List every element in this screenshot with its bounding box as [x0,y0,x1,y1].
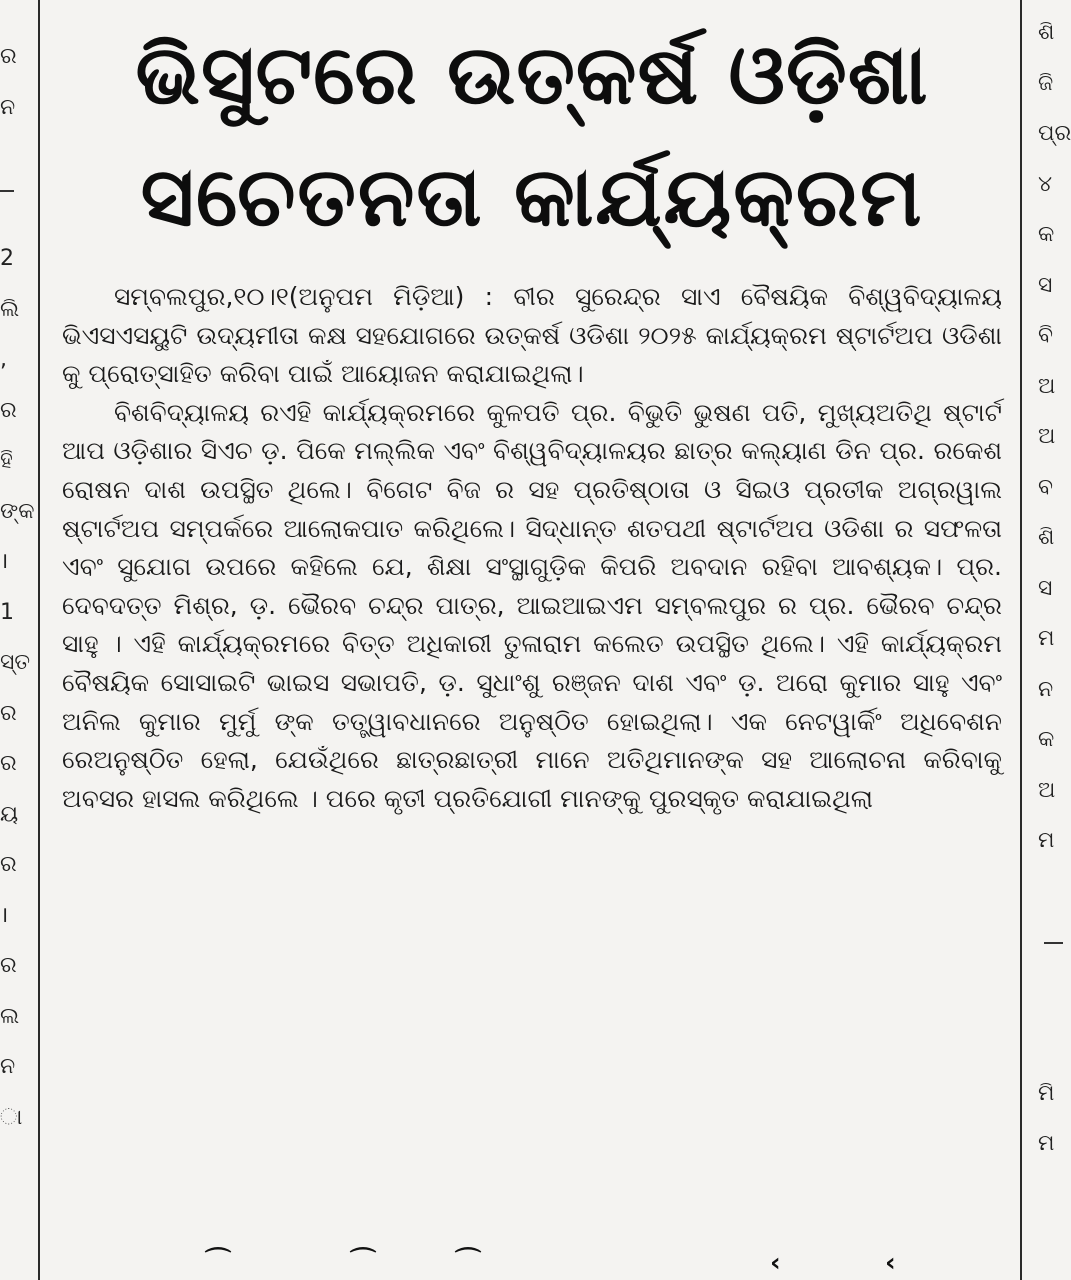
right-column-rule [1044,942,1063,944]
column-fragment-line: 2 [0,246,14,271]
column-fragment-line: ମ [1038,1131,1055,1156]
headline-line-1: ଭିସୁଟରେ ଉତ୍କର୍ଷ ଓଡ଼ିଶା [135,28,929,123]
column-fragment-line: ଙ୍କ [0,498,35,524]
column-fragment-line: ବ [1038,474,1054,500]
column-fragment-line: ନ [1038,676,1054,702]
column-fragment-line [1038,867,1063,918]
column-fragment-line: ୟ [0,801,19,827]
clipped-glyph: ‹ [885,1248,896,1278]
column-fragment-line: ଅ [1038,424,1056,449]
column-fragment-line: ମ [1038,828,1055,853]
column-fragment-line: , [0,347,7,372]
clipped-glyph: ‹ [770,1248,781,1278]
column-fragment-line: ଜି [1038,70,1054,96]
clipped-glyph: ⌒ [205,1247,232,1277]
column-fragment-line: ର [0,397,17,423]
column-fragment-line: ନ [0,94,16,120]
column-fragment-line: ପ୍ର [1038,121,1071,146]
column-fragment-line: ୪ [1038,171,1053,197]
column-fragment-line: ର [0,44,17,69]
clipped-glyph: ⌒ [455,1247,482,1277]
column-fragment-line: । [0,549,9,574]
article-paragraph-1: ସମ୍ବଲପୁର,୧୦।୧(ଅନୁପମ ମିଡ଼ିଆ) : ବୀର ସୁରେନ୍ଦ୍ର ସାଏ ବୈଷୟିକ ବିଶ୍ୱବିଦ୍ୟାଳୟ ଭିଏସଏସୟୁଟି ଉଦ୍ୟମୀତା କକ୍ଷ ସହଯୋଗରେ ଉତ୍କର୍ଷ ଓଡିଶା ୨୦୨୫ କାର୍ଯ୍ୟକ୍ରମ ଷ୍ଟାର୍ଟଅପ ଓଡିଶା କୁ ପ୍ରୋତ୍ସାହିତ କରିବା ପାଇଁ ଆୟୋଜନ କରାଯାଇଥିଲା। [62,282,1002,389]
column-fragment-line: ା [0,1104,23,1130]
right-column-fragment [1038,0,1071,1280]
clipped-glyph: ⌒ [350,1247,377,1277]
column-fragment-line: ର [0,700,17,726]
article-body [62,278,1002,818]
column-fragment-line [0,133,22,184]
column-fragment-line: । [0,902,9,928]
column-fragment-line: ମ [1038,626,1055,651]
column-fragment-line: ର [0,852,17,877]
column-fragment-line: ବି [1038,323,1054,348]
column-fragment-line: 1 [0,599,14,625]
column-fragment-line: ଅ [1038,373,1056,399]
column-fragment-line: ହି [0,448,13,473]
article-headline [62,0,1002,258]
column-fragment-line: ଅ [1038,777,1056,803]
column-fragment-line: ସ୍ତ [0,650,31,675]
headline-line-2: ସଚେତନତା କାର୍ଯ୍ୟକ୍ରମ [140,150,924,245]
left-column-rule [0,190,14,192]
column-fragment-line: ର [0,953,17,978]
article-paragraph-2: ବିଶବିଦ୍ୟାଳୟ ରଏହି କାର୍ଯ୍ୟକ୍ରମରେ କୁଳପତି ପ୍ର. ବିଭୁତି ଭୁଷଣ ପତି, ମୁଖ୍ୟଅତିଥି ଷ୍ଟାର୍ଟ ଆପ ଓଡ଼ିଶାର ସିଏଚ ଡ଼. ପିକେ ମଲ୍ଲିକ ଏବଂ ବିଶ୍ୱବିଦ୍ୟାଳୟର ଛାତ୍ର କଲ୍ୟାଣ ଡିନ ପ୍ର. ରକେଶ ରୋଷନ ଦାଶ ଉପସ୍ଥିତ ଥିଲେ। ବିଗେଟ ବିଜ ର ସହ ପ୍ରତିଷ୍ଠାତା ଓ ସିଇଓ ପ୍ରତୀକ ଅଗ୍ରୱାଲ ଷ୍ଟାର୍ଟଅପ ସମ୍ପର୍କରେ ଆଲୋକପାତ କରିଥିଲେ। ସିଦ୍ଧାନ୍ତ ଶତପଥୀ ଷ୍ଟାର୍ଟଅପ ଓଡିଶା ର ସଫଳତା ଏବଂ ସୁଯୋଗ ଉପରେ କହିଲେ ଯେ, ଶିକ୍ଷା ସଂସ୍ଥାଗୁଡ଼ିକ କିପରି ଅବଦାନ ରହିବା ଆବଶ୍ୟକ। ପ୍ର. ଦେବଦତ୍ତ ମିଶ୍ର, ଡ଼. ଭୈରବ ଚନ୍ଦ୍ର ପାତ୍ର, ଆଇଆଇଏମ ସମ୍ବଲପୁର ର ପ୍ର. ଭୈରବ ଚନ୍ଦ୍ର ସାହୁ । ଏହି କାର୍ଯ୍ୟକ୍ରମରେ ବିତ୍ତ ଅଧିକାରୀ ତୁଳାରାମ କଲେତ ଉପସ୍ଥିତ ଥିଲେ। ଏହି କାର୍ଯ୍ୟକ୍ରମ ବୈଷୟିକ ସୋସାଇଟି ଭାଇସ ସଭାପତି, ଡ଼. ସୁଧାଂଶୁ ରଞ୍ଜନ ଦାଶ ଏବଂ ଡ଼. ଅରୋ କୁମାର ସାହୁ ଏବଂ ଅନିଲ କୁମାର ମୁର୍ମୁ ଙ୍କ ତତ୍ତ୍ୱାବଧାନରେ ଅନୁଷ୍ଠିତ ହୋଇଥିଲା। ଏକ ନେଟୱାର୍କିଂ ଅଧିବେଶନ ରେଅନୁଷ୍ଠିତ ହେଲା, ଯେଉଁଥିରେ ଛାତ୍ରଛାତ୍ରୀ ମାନେ ଅତିଥିମାନଙ୍କ ସହ ଆଲୋଚନା କରିବାକୁ ଅବସର ହାସଲ କରିଥିଲେ । ପରେ କୃତୀ ପ୍ରତିଯୋଗୀ ମାନଙ୍କୁ ପୁରସ୍କୃତ କରାଯାଇଥିଲା [62,397,1002,813]
column-fragment-line: କ [1038,727,1055,752]
column-fragment-line: ସ [1038,272,1053,298]
left-column-fragment [0,0,35,1280]
column-fragment-line [1038,1018,1063,1069]
column-fragment-line: କ [1038,222,1055,247]
column-fragment-line: ଶି [1038,525,1055,550]
column-fragment-line: ଲି [0,296,20,322]
column-fragment-line: ଶି [1038,20,1055,45]
news-article [62,0,1002,1280]
left-column-divider [38,0,40,1280]
right-column-divider [1020,0,1022,1280]
column-fragment-line: ନ [0,1054,16,1079]
next-article-clipped-glyphs [0,1247,1063,1280]
column-fragment-line: ଲ [0,1003,20,1029]
column-fragment-line: ସ [1038,575,1053,601]
column-fragment-line [1038,968,1063,1019]
column-fragment-line: ମି [1038,1080,1055,1106]
column-fragment-line: ର [0,751,17,776]
